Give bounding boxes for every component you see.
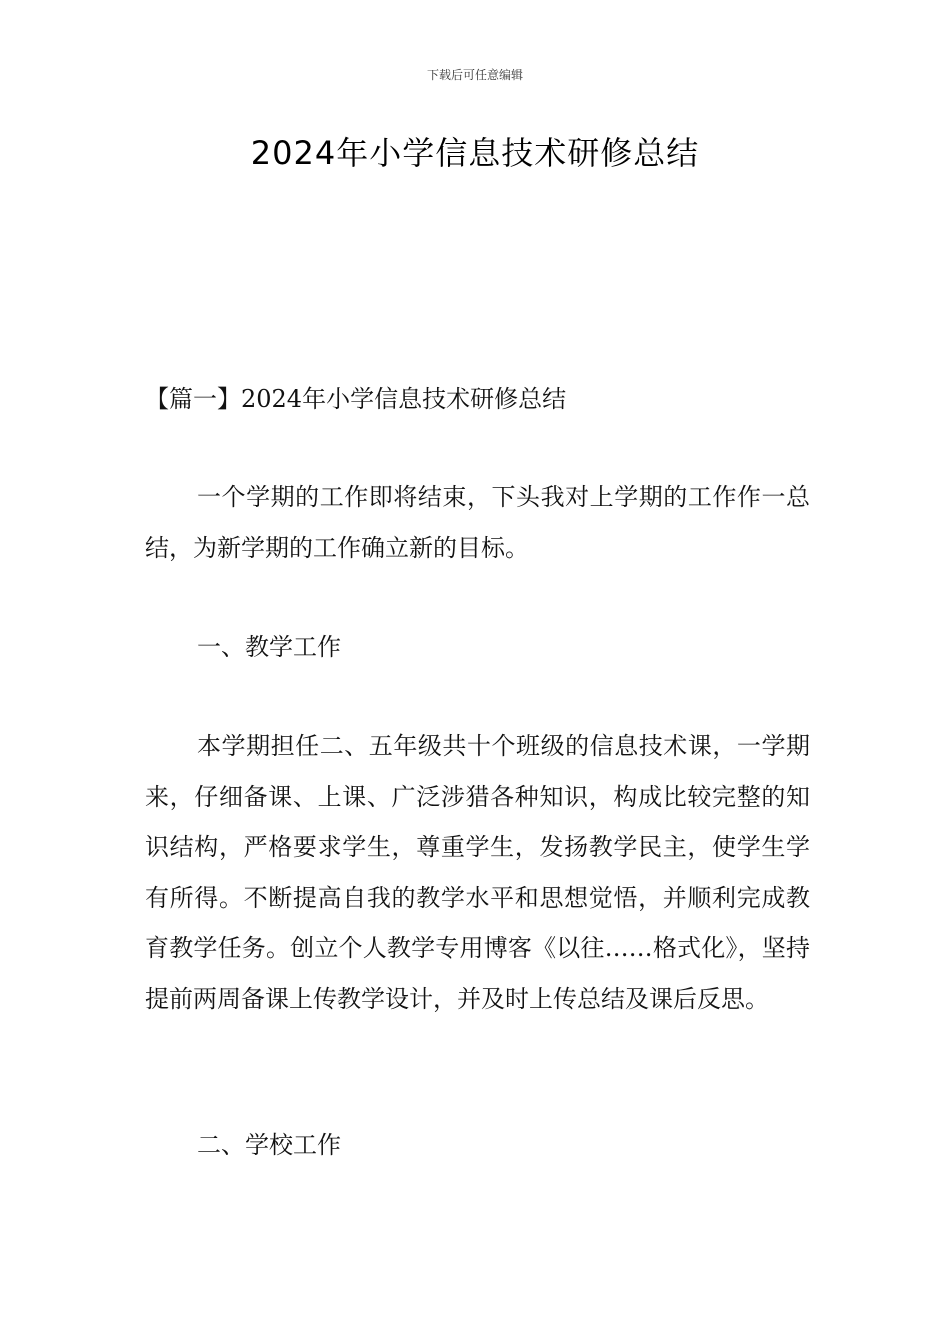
part-heading: 【篇一】2024年小学信息技术研修总结 xyxy=(145,385,567,413)
section-heading-teaching: 一、教学工作 xyxy=(197,633,341,661)
teaching-paragraph: 本学期担任二、五年级共十个班级的信息技术课，一学期来，仔细备课、上课、广泛涉猎各种知识，构成比较完整的知识结构，严格要求学生，尊重学生，发扬教学民主，使学生学有所得。不断提高自我的教学水平和思想觉悟，并顺利完成教育教学任务。创立个人教学专用博客《以往……格式化》，坚持提前两周备课上传教学设计，并及时上传总结及课后反思。 xyxy=(145,732,810,1013)
page-header-note: 下载后可任意编辑 xyxy=(426,68,523,82)
intro-paragraph: 一个学期的工作即将结束，下头我对上学期的工作作一总结，为新学期的工作确立新的目标。 xyxy=(145,483,810,562)
section-heading-school: 二、学校工作 xyxy=(197,1131,341,1159)
document-title: 2024年小学信息技术研修总结 xyxy=(250,134,700,172)
